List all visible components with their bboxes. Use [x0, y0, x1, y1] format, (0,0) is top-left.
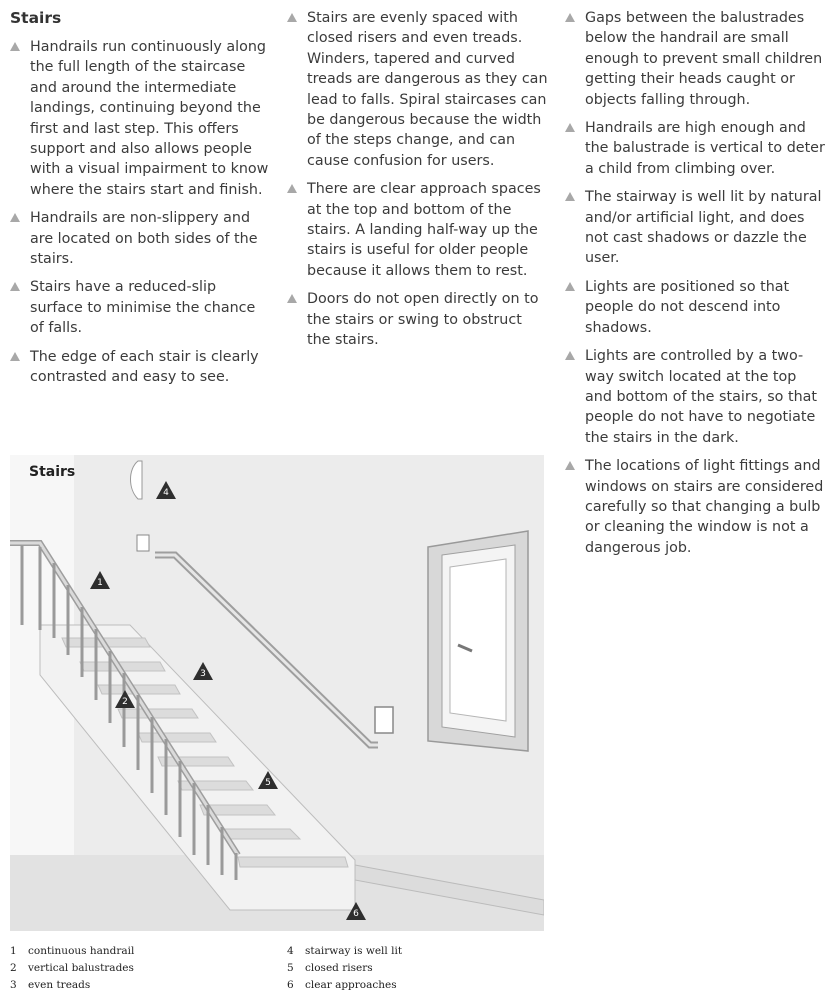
- triangle-bullet-icon: [565, 282, 575, 291]
- bullet-item: [10, 347, 272, 388]
- triangle-bullet-icon: [10, 352, 20, 361]
- bullet-text: Handrails run continuously along the full length of the staircase and around the intermediate landings, continuing beyond the first and last step. This offers support and also allows people with a visual impairment to know where the stairs start and finish.: [30, 39, 269, 198]
- column-3: [565, 8, 827, 566]
- bullet-item: [565, 118, 827, 179]
- bullet-text: Stairs are evenly spaced with closed risers and even treads. Winders, tapered and curved treads are dangerous as they can lead to falls. Spiral staircases can be dangerous because the width of the steps change, and can cause confusion for users.: [307, 10, 548, 169]
- legend-item: 1 continuous handrail: [10, 945, 135, 957]
- legend-item: 5 closed risers: [287, 962, 373, 974]
- triangle-bullet-icon: [565, 351, 575, 360]
- column-1: [10, 37, 272, 396]
- triangle-bullet-icon: [287, 294, 297, 303]
- bullet-text: The stairway is well lit by natural and/or artificial light, and does not cast shadows or dazzle the user.: [585, 189, 822, 267]
- bullet-item: [565, 8, 827, 110]
- bullet-item: [565, 346, 827, 448]
- marker-3: 3: [193, 662, 213, 680]
- bullet-text: Handrails are high enough and the balustrade is vertical to deter a child from climbing over.: [585, 120, 825, 177]
- triangle-bullet-icon: [10, 213, 20, 222]
- bullet-item: [565, 456, 827, 558]
- bullet-text: Gaps between the balustrades below the handrail are small enough to prevent small children getting their heads caught or objects falling through.: [585, 10, 823, 108]
- column-2: [287, 8, 549, 359]
- bullet-text: Lights are positioned so that people do not descend into shadows.: [585, 278, 790, 336]
- bullet-text: Stairs have a reduced-slip surface to minimise the chance of falls.: [30, 279, 256, 337]
- marker-6: 6: [346, 902, 366, 920]
- triangle-bullet-icon: [10, 42, 20, 51]
- legend-item: 3 even treads: [10, 979, 91, 991]
- bullet-item: [287, 179, 549, 281]
- bullet-item: [10, 208, 272, 269]
- triangle-bullet-icon: [565, 461, 575, 470]
- bullet-item: [10, 277, 272, 338]
- legend-item: 6 clear approaches: [287, 979, 397, 991]
- triangle-bullet-icon: [287, 184, 297, 193]
- stairs-illustration: [10, 455, 544, 931]
- illustration-title: Stairs: [29, 464, 76, 480]
- triangle-bullet-icon: [565, 13, 575, 22]
- marker-2: 2: [115, 690, 135, 708]
- bullet-text: There are clear approach spaces at the top and bottom of the stairs. A landing half-way up the stairs is useful for older people because it allows them to rest.: [307, 181, 541, 279]
- triangle-bullet-icon: [565, 123, 575, 132]
- bullet-item: [565, 277, 827, 338]
- bullet-item: [287, 8, 549, 171]
- bullet-text: Lights are controlled by a two-way switch located at the top and bottom of the stairs, so that people do not have to negotiate the stairs in the dark.: [585, 348, 818, 446]
- bullet-item: [565, 187, 827, 269]
- triangle-bullet-icon: [10, 282, 20, 291]
- bullet-item: [287, 289, 549, 350]
- marker-4: 4: [156, 481, 176, 499]
- legend-item: 2 vertical balustrades: [10, 962, 134, 974]
- triangle-bullet-icon: [287, 13, 297, 22]
- bullet-text: Handrails are non-slippery and are located on both sides of the stairs.: [30, 210, 258, 268]
- marker-1: 1: [90, 571, 110, 589]
- bullet-text: The edge of each stair is clearly contrasted and easy to see.: [30, 348, 259, 386]
- triangle-bullet-icon: [565, 192, 575, 201]
- legend-left: [10, 943, 134, 994]
- bullet-text: The locations of light fittings and windows on stairs are considered carefully so that changing a bulb or cleaning the window is not a dangerous job.: [585, 458, 824, 556]
- bullet-item: [10, 37, 272, 200]
- bullet-text: Doors do not open directly on to the stairs or swing to obstruct the stairs.: [307, 291, 539, 349]
- legend-item: 4 stairway is well lit: [287, 945, 403, 957]
- marker-5: 5: [258, 771, 278, 789]
- page-heading: Stairs: [10, 9, 62, 27]
- legend-right: [287, 943, 402, 994]
